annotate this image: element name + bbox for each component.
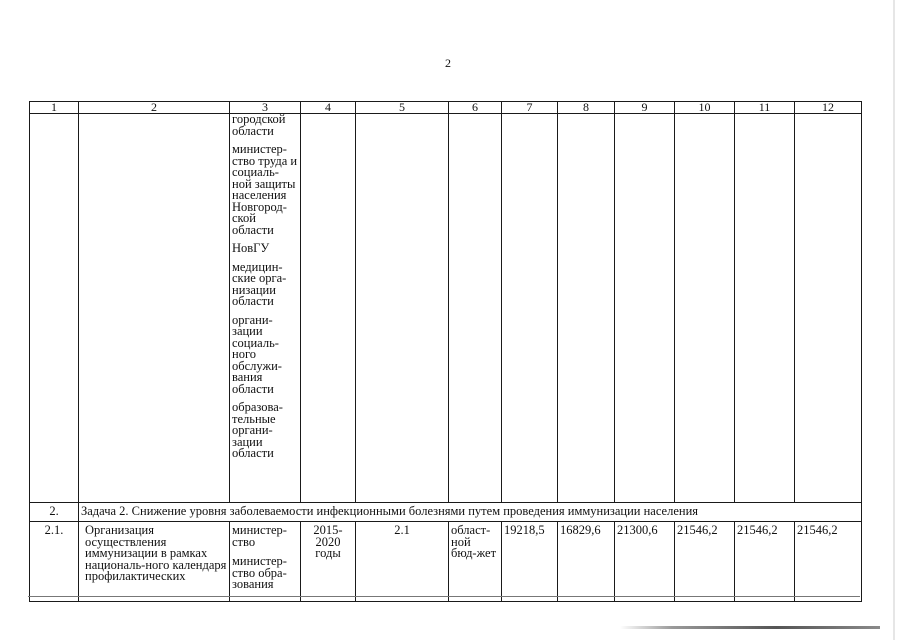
table-cell [79,114,230,503]
executor-entry: медицин-ские орга-низации области [232,259,287,308]
executor-entry: министер-ство труда и социаль-ной защиты населения Новгород-ской области [232,142,298,237]
column-number: 1 [30,102,79,114]
funding-value: 21546,2 [795,522,862,602]
task-number: 2. [30,503,79,522]
scan-artifact [620,626,880,629]
executor-entry: образова-тельные органи-зации области [232,400,283,460]
table-cell [449,114,502,503]
funding-value: 16829,6 [558,522,615,602]
scan-edge [893,0,895,640]
item-name: Организация осуществления иммунизации в рамках националь-ного календаря профилактических [79,522,230,602]
column-number: 10 [675,102,735,114]
funding-value: 21300,6 [615,522,675,602]
funding-value: 21546,2 [675,522,735,602]
table-cell [30,114,79,503]
table-cell [301,114,356,503]
column-number: 3 [230,102,301,114]
executor-entry: министер-ство обра-зования [232,554,287,591]
column-number-row [30,102,862,114]
scan-divider [28,596,860,597]
task-title: Задача 2. Снижение уровня заболеваемости инфекционными болезнями путем проведения иммунизации населения [79,503,862,522]
table-cell [502,114,558,503]
item-executors [230,522,301,602]
executor-entry: городской области [232,113,286,138]
table-cell [795,114,862,503]
table-cell [356,114,449,503]
item-row [30,522,862,602]
table-cell [675,114,735,503]
funding-value: 21546,2 [735,522,795,602]
task-row [30,503,862,522]
item-source: област-ной бюд-жет [449,522,502,602]
column-number: 6 [449,102,502,114]
item-target: 2.1 [356,522,449,602]
column-number: 11 [735,102,795,114]
column-number: 8 [558,102,615,114]
item-period: 2015-2020 годы [301,522,356,602]
program-table [29,101,862,602]
column-number: 4 [301,102,356,114]
column-number: 12 [795,102,862,114]
column-number: 7 [502,102,558,114]
funding-value: 19218,5 [502,522,558,602]
page-number: 2 [445,56,451,70]
executor-entry: НовГУ [232,241,270,255]
column-number: 2 [79,102,230,114]
column-number: 9 [615,102,675,114]
continuation-row [30,114,862,503]
executor-entry: органи-зации социаль-ного обслужи-вания области [232,312,282,396]
item-number: 2.1. [30,522,79,602]
executors-cell [230,114,301,503]
table-cell [615,114,675,503]
executor-entry: министер-ство [232,523,287,549]
table-cell [735,114,795,503]
table-cell [558,114,615,503]
column-number: 5 [356,102,449,114]
